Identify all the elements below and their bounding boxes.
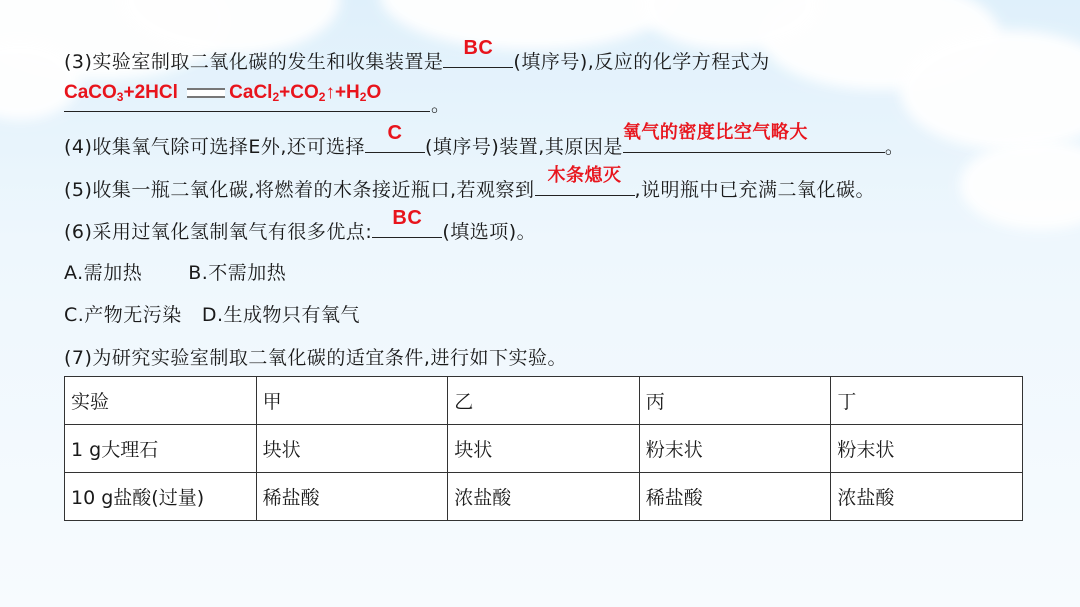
table-header-cell: 实验 [65, 377, 257, 425]
question-5 [64, 165, 876, 203]
table-header-row [65, 377, 1023, 425]
q4-reason: 氧气的密度比空气略大 [622, 122, 808, 143]
table-header-cell: 丙 [639, 377, 831, 425]
eq-reactant-1: CaCO [64, 82, 117, 103]
cloud-decoration [960, 140, 1080, 230]
table-header-cell: 乙 [448, 377, 640, 425]
q5-answer: 木条熄灭 [547, 165, 622, 186]
table-cell: 粉末状 [639, 425, 831, 473]
table-cell: 1 g大理石 [65, 425, 257, 473]
eq-subscript: 2 [272, 90, 280, 104]
equals-sign-icon [187, 88, 225, 98]
eq-subscript: 2 [359, 90, 367, 104]
option-a: A.需加热 [64, 262, 143, 284]
q6-text-after: (填选项)。 [442, 221, 537, 243]
q4-text-before: (4)收集氧气除可选择E外,还可选择 [64, 136, 365, 158]
q3-text-after: (填序号),反应的化学方程式为 [513, 51, 770, 73]
q4-answer: C [387, 122, 403, 144]
q6-answer: BC [392, 207, 423, 229]
eq-reactant-2: +2HCl [123, 82, 178, 103]
q3-end-mark: 。 [431, 94, 451, 116]
gas-arrow-icon: ↑ [325, 82, 335, 103]
table-row [65, 425, 1023, 473]
q4-text-middle: (填序号)装置,其原因是 [424, 136, 623, 158]
question-4 [64, 122, 905, 160]
q3-answer: BC [463, 37, 494, 59]
q6-options-row-2 [64, 302, 360, 328]
q4-answer-blank [365, 122, 425, 153]
option-b: B.不需加热 [188, 262, 287, 284]
q3-text-before: (3)实验室制取二氧化碳的发生和收集装置是 [64, 51, 444, 73]
option-c: C.产物无污染 [64, 304, 182, 326]
table-cell: 浓盐酸 [448, 473, 640, 521]
q6-answer-blank [372, 207, 442, 238]
table-cell: 块状 [256, 425, 448, 473]
eq-subscript: 2 [318, 90, 326, 104]
eq-product-2: +CO [279, 82, 319, 103]
q5-text-after: ,说明瓶中已充满二氧化碳。 [634, 179, 876, 201]
q6-options-row-1 [64, 260, 286, 286]
question-6 [64, 207, 537, 245]
table-cell: 10 g盐酸(过量) [65, 473, 257, 521]
option-d: D.生成物只有氧气 [201, 304, 360, 326]
q5-text-before: (5)收集一瓶二氧化碳,将燃着的木条接近瓶口,若观察到 [64, 179, 535, 201]
q5-answer-blank [535, 165, 635, 196]
q6-text-before: (6)采用过氧化氢制氧气有很多优点: [64, 221, 373, 243]
table-cell: 稀盐酸 [639, 473, 831, 521]
experiment-table [64, 376, 1023, 521]
question-7 [64, 345, 567, 371]
q3-answer-blank [443, 37, 513, 68]
question-3 [64, 37, 770, 75]
table-cell: 块状 [448, 425, 640, 473]
eq-product-1: CaCl [229, 82, 273, 103]
q4-end-mark: 。 [884, 136, 905, 158]
table-row [65, 473, 1023, 521]
cloud-decoration [380, 0, 680, 50]
table-header-cell: 甲 [256, 377, 448, 425]
table-cell: 稀盐酸 [256, 473, 448, 521]
eq-product-3: +H [334, 82, 360, 103]
q7-text: (7)为研究实验室制取二氧化碳的适宜条件,进行如下实验。 [64, 347, 567, 369]
eq-product-3-tail: O [366, 82, 382, 103]
chemical-equation [64, 82, 381, 104]
table-cell: 粉末状 [831, 425, 1023, 473]
table-cell: 浓盐酸 [831, 473, 1023, 521]
eq-subscript: 3 [116, 90, 124, 104]
q4-reason-blank [622, 122, 885, 153]
equation-blank-line [64, 111, 430, 112]
table-header-cell: 丁 [831, 377, 1023, 425]
